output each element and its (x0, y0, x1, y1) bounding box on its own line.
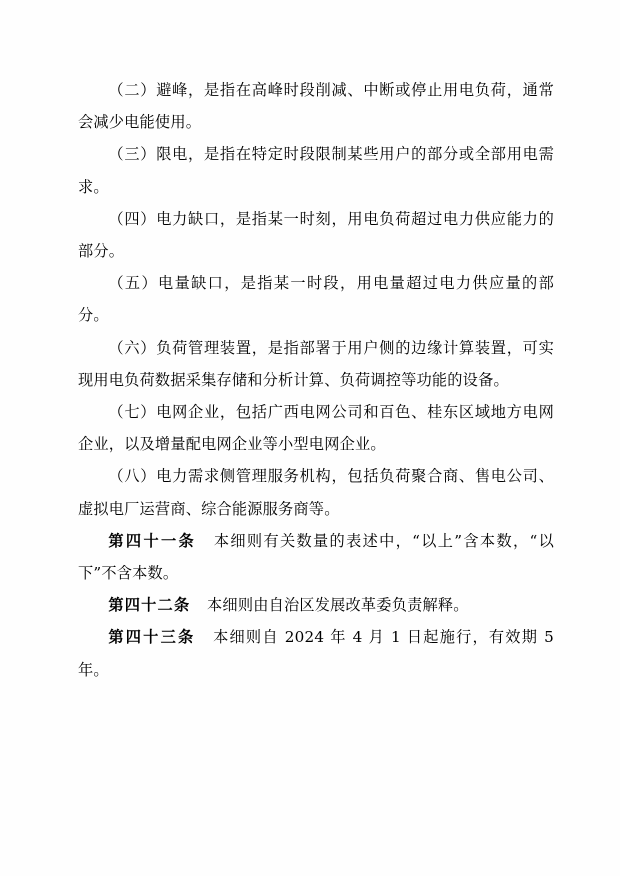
clause-text: （三）限电，是指在特定时段限制某些用户的部分或全部用电需求。 (78, 145, 554, 196)
article-text: 本细则有关数量的表述中，“以上”含本数，“以下”不含本数。 (78, 531, 554, 583)
clause-paragraph (78, 267, 554, 331)
article-label: 第四十一条 (108, 531, 197, 550)
clause-text: （四）电力缺口，是指某一时刻，用电负荷超过电力供应能力的部分。 (78, 209, 554, 261)
clause-paragraph (78, 396, 554, 460)
article-label: 第四十三条 (108, 628, 196, 647)
article-label: 第四十二条 (108, 596, 191, 615)
clause-text: （八）电力需求侧管理服务机构，包括负荷聚合商、售电公司、虚拟电厂运营商、综合能源服务商等。 (78, 467, 554, 518)
clause-paragraph (78, 74, 554, 138)
article-paragraph (78, 525, 554, 589)
clause-text: （六）负荷管理装置，是指部署于用户侧的边缘计算装置，可实现用电负荷数据采集存储和分析计算、负荷调控等功能的设备。 (78, 338, 554, 389)
clause-paragraph (78, 203, 554, 267)
article-text: 本细则由自治区发展改革委负责解释。 (207, 596, 469, 615)
clause-text: （五）电量缺口，是指某一时段，用电量超过电力供应量的部分。 (78, 274, 554, 325)
document-body (78, 74, 554, 686)
article-paragraph (78, 589, 554, 621)
page-bottom-margin (78, 686, 554, 836)
article-paragraph (78, 621, 554, 685)
clause-paragraph (78, 460, 554, 524)
clause-text: （七）电网企业，包括广西电网公司和百色、桂东区域地方电网企业，以及增量配电网企业等小型电网企业。 (78, 403, 554, 454)
clause-paragraph (78, 138, 554, 202)
clause-paragraph (78, 332, 554, 396)
article-text: 本细则自 2024 年 4 月 1 日起施行，有效期 5 年。 (78, 628, 554, 679)
clause-text: （二）避峰，是指在高峰时段削减、中断或停止用电负荷，通常会减少电能使用。 (78, 81, 554, 132)
